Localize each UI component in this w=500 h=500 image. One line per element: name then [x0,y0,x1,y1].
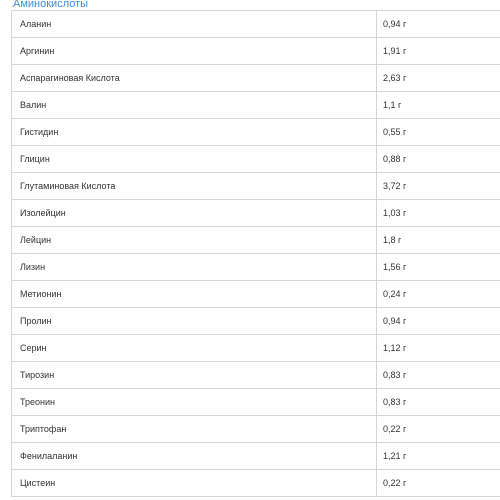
amino-acid-name: Пролин [12,308,377,335]
table-row [12,308,500,335]
amino-acid-value: 0,83 г [377,389,500,416]
table-row [12,254,500,281]
amino-acid-value: 0,24 г [377,281,500,308]
table-row [12,416,500,443]
amino-acid-value: 1,56 г [377,254,500,281]
table-row [12,335,500,362]
amino-acid-value: 3,72 г [377,173,500,200]
table-row [12,92,500,119]
amino-acid-name: Аланин [12,11,377,38]
amino-acid-name: Валин [12,92,377,119]
amino-acid-name: Цистеин [12,470,377,497]
amino-acid-value: 0,88 г [377,146,500,173]
amino-acid-value: 0,83 г [377,362,500,389]
amino-acid-value: 0,55 г [377,119,500,146]
table-row [12,470,500,497]
amino-acid-name: Гистидин [12,119,377,146]
amino-acid-value: 1,21 г [377,443,500,470]
amino-acid-name: Фенилаланин [12,443,377,470]
amino-acid-name: Аспарагиновая Кислота [12,65,377,92]
amino-acid-name: Глутаминовая Кислота [12,173,377,200]
amino-acid-value: 1,03 г [377,200,500,227]
table-row [12,146,500,173]
amino-acid-name: Метионин [12,281,377,308]
table-row [12,11,500,38]
amino-acid-value: 1,12 г [377,335,500,362]
amino-acid-value: 1,1 г [377,92,500,119]
amino-acid-name: Изолейцин [12,200,377,227]
amino-acid-value: 0,94 г [377,11,500,38]
table-row [12,173,500,200]
table-row [12,200,500,227]
amino-acid-name: Аргинин [12,38,377,65]
amino-acid-value: 0,22 г [377,470,500,497]
amino-acid-value: 0,22 г [377,416,500,443]
amino-acid-value: 1,8 г [377,227,500,254]
amino-acid-name: Триптофан [12,416,377,443]
amino-acid-name: Лейцин [12,227,377,254]
amino-acid-name: Тирозин [12,362,377,389]
table-row [12,389,500,416]
section-title: Аминокислоты [13,0,89,10]
amino-acid-value: 2,63 г [377,65,500,92]
amino-acid-value: 0,94 г [377,308,500,335]
table-row [12,362,500,389]
amino-acids-table [11,10,500,497]
amino-acid-name: Серин [12,335,377,362]
amino-acid-name: Глицин [12,146,377,173]
amino-acid-name: Треонин [12,389,377,416]
table-row [12,119,500,146]
table-row [12,38,500,65]
table-row [12,65,500,92]
amino-acid-name: Лизин [12,254,377,281]
amino-acid-value: 1,91 г [377,38,500,65]
table-body [12,11,500,497]
table-row [12,443,500,470]
table-row [12,281,500,308]
table-row [12,227,500,254]
